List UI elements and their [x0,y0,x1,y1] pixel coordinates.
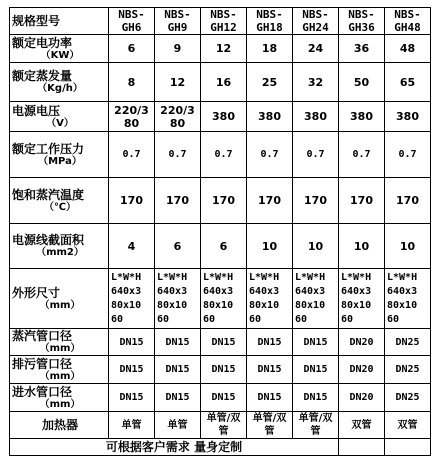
footer-empty-cell [339,439,385,456]
value-cell: DN15 [109,356,155,384]
model-cell: NBS- GH9 [155,8,201,35]
value-cell: 170 [247,178,293,224]
value-cell: DN15 [247,356,293,384]
value-cell: DN25 [385,384,431,412]
value-cell: 48 [385,35,431,63]
value-cell: 6 [155,224,201,269]
value-cell: 单管/双 管 [201,412,247,439]
drain-row [10,356,431,384]
pressure-row [10,132,431,178]
header-row [10,8,431,35]
temperature-row [10,178,431,224]
model-cell: NBS- GH36 [339,8,385,35]
dimensions-row [10,269,431,329]
value-cell: L*W*H 640x3 80x10 60 [339,269,385,329]
value-cell: DN15 [293,329,339,356]
param-label: 加热器 [10,412,109,439]
steam-row [10,63,431,102]
value-cell: 170 [155,178,201,224]
value-cell: 12 [155,63,201,102]
value-cell: 220/3 80 [155,102,201,132]
spec-table [9,7,431,456]
value-cell: 10 [293,224,339,269]
value-cell: 0.7 [293,132,339,178]
model-cell: NBS- GH48 [385,8,431,35]
value-cell: DN15 [293,356,339,384]
param-label: 电源电压 （V） [10,102,109,132]
value-cell: 170 [109,178,155,224]
value-cell: 10 [339,224,385,269]
value-cell: 24 [293,35,339,63]
value-cell: DN15 [155,356,201,384]
value-cell: DN15 [109,384,155,412]
value-cell: 10 [247,224,293,269]
value-cell: 170 [385,178,431,224]
value-cell: 9 [155,35,201,63]
value-cell: 单管 [155,412,201,439]
value-cell: 16 [201,63,247,102]
value-cell: DN20 [339,356,385,384]
value-cell: 170 [201,178,247,224]
value-cell: DN25 [385,356,431,384]
cable-row [10,224,431,269]
param-label: 额定工作压力 （MPa） [10,132,109,178]
param-label: 电源线截面积 （mm2） [10,224,109,269]
value-cell: 0.7 [339,132,385,178]
param-label: 额定电功率 （KW） [10,35,109,63]
value-cell: 双管 [339,412,385,439]
footer-row [10,439,431,456]
value-cell: 双管 [385,412,431,439]
param-label: 排污管口径 （mm） [10,356,109,384]
value-cell: 0.7 [385,132,431,178]
value-cell: L*W*H 640x3 80x10 60 [385,269,431,329]
value-cell: 单管 [109,412,155,439]
value-cell: L*W*H 640x3 80x10 60 [201,269,247,329]
value-cell: DN15 [155,329,201,356]
value-cell: 36 [339,35,385,63]
value-cell: 220/3 80 [109,102,155,132]
inlet-row [10,384,431,412]
model-cell: NBS- GH6 [109,8,155,35]
value-cell: DN15 [247,384,293,412]
value-cell: 380 [201,102,247,132]
header-label: 规格型号 [10,8,109,35]
value-cell: L*W*H 640x3 80x10 60 [109,269,155,329]
footer-empty-cell [385,439,431,456]
value-cell: 50 [339,63,385,102]
value-cell: 8 [109,63,155,102]
model-cell: NBS- GH12 [201,8,247,35]
param-label: 饱和蒸汽温度 （℃） [10,178,109,224]
value-cell: L*W*H 640x3 80x10 60 [293,269,339,329]
value-cell: 0.7 [247,132,293,178]
param-label: 蒸汽管口径 （mm） [10,329,109,356]
model-cell: NBS- GH24 [293,8,339,35]
value-cell: 12 [201,35,247,63]
value-cell: 170 [293,178,339,224]
value-cell: 18 [247,35,293,63]
param-label: 额定蒸发量 （Kg/h） [10,63,109,102]
value-cell: 380 [247,102,293,132]
value-cell: DN20 [339,329,385,356]
value-cell: 65 [385,63,431,102]
value-cell: DN25 [385,329,431,356]
value-cell: 4 [109,224,155,269]
value-cell: 0.7 [201,132,247,178]
power-row [10,35,431,63]
value-cell: 6 [201,224,247,269]
value-cell: 25 [247,63,293,102]
voltage-row [10,102,431,132]
value-cell: 单管/双 管 [247,412,293,439]
value-cell: 6 [109,35,155,63]
value-cell: DN15 [109,329,155,356]
value-cell: 32 [293,63,339,102]
value-cell: 0.7 [109,132,155,178]
value-cell: 10 [385,224,431,269]
param-label: 进水管口径 （mm） [10,384,109,412]
value-cell: DN15 [201,384,247,412]
value-cell: DN15 [201,356,247,384]
value-cell: 0.7 [155,132,201,178]
value-cell: 380 [293,102,339,132]
model-cell: NBS- GH18 [247,8,293,35]
param-label: 外形尺寸 （mm） [10,269,109,329]
value-cell: DN15 [293,384,339,412]
steam-outlet-row [10,329,431,356]
value-cell: L*W*H 640x3 80x10 60 [155,269,201,329]
value-cell: DN15 [155,384,201,412]
value-cell: L*W*H 640x3 80x10 60 [247,269,293,329]
value-cell: 380 [385,102,431,132]
value-cell: DN15 [201,329,247,356]
value-cell: DN20 [339,384,385,412]
value-cell: 170 [339,178,385,224]
footer-note: 可根据客户需求 量身定制 [10,439,339,456]
value-cell: DN15 [247,329,293,356]
heater-row [10,412,431,439]
value-cell: 单管/双 管 [293,412,339,439]
value-cell: 380 [339,102,385,132]
